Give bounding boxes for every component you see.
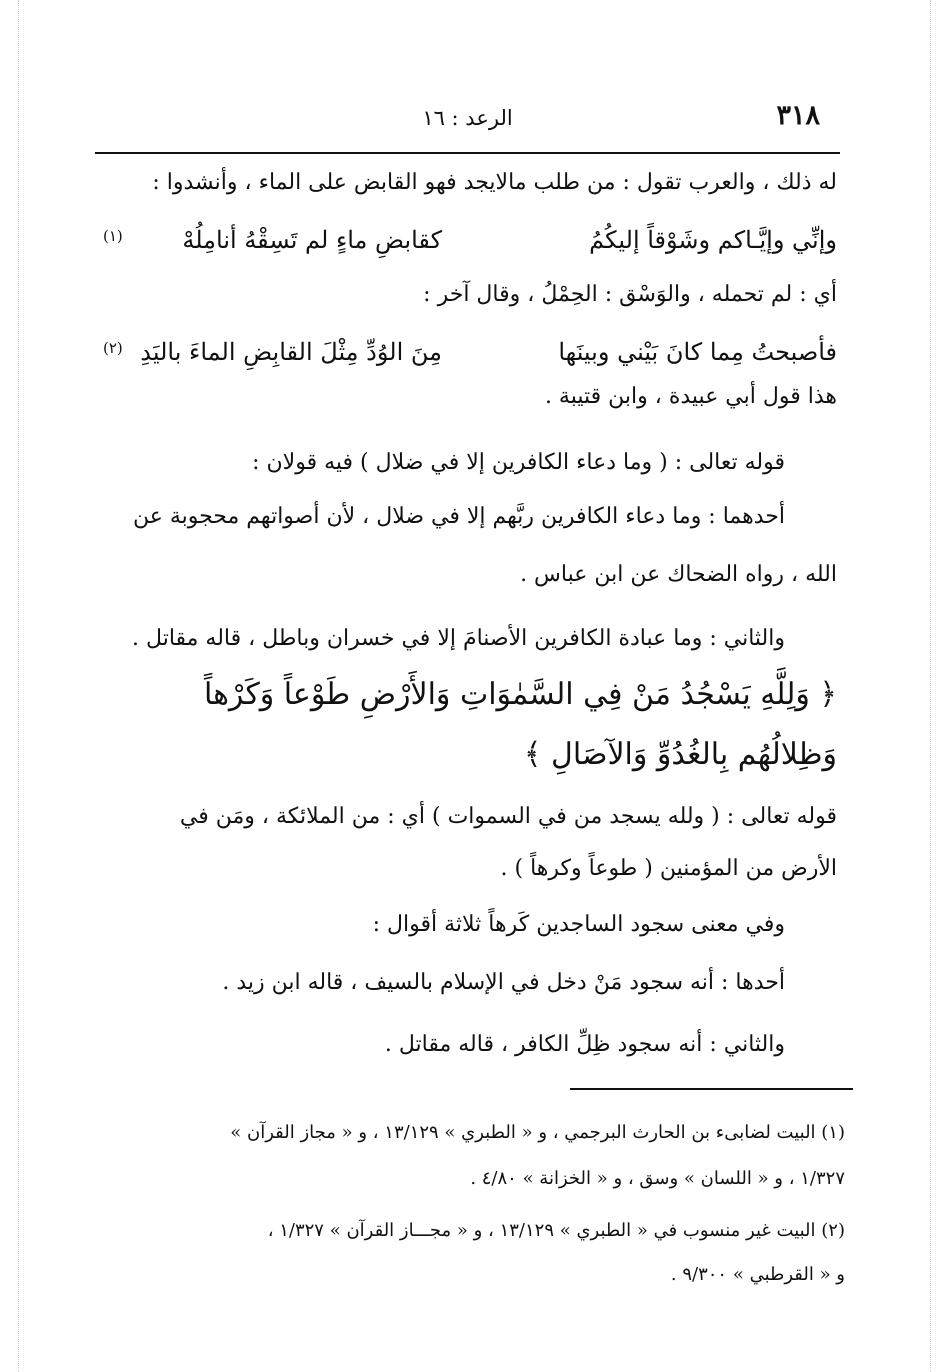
body-line-11: أحدها : أنه سجود مَنْ دخل في الإسلام بالسيف ، قاله ابن زيد . <box>222 970 785 995</box>
scan-guide-left <box>18 0 19 1372</box>
page-number: ٣١٨ <box>776 100 820 131</box>
scan-guide-right <box>930 0 931 1372</box>
footnote-1-line-1: (١) البيت لضابىء بن الحارث البرجمي ، و « الطبري » ١٣/١٢٩ ، و « مجاز القرآن » <box>230 1122 845 1143</box>
footnote-2-line-2: و « القرطبي » ٩/٣٠٠ . <box>670 1264 845 1285</box>
body-line-8: قوله تعالى : ( ولله يسجد من في السموات ) أي : من الملائكة ، ومَن في <box>179 804 837 829</box>
page-header <box>95 100 840 154</box>
footnote-marker-1: (١) <box>103 227 123 245</box>
footnote-2-line-1: (٢) البيت غير منسوب في « الطبري » ١٣/١٢٩ ، و « مجـــاز القرآن » ١/٣٢٧ ، <box>267 1220 845 1241</box>
verse-1-first-hemistich: وإنِّي وإيَّـاكم وشَوْقاً إليكُمُ <box>589 226 837 254</box>
body-line-5: أحدهما : وما دعاء الكافرين ربَّهم إلا في ضلال ، لأن أصواتهم محجوبة عن <box>132 504 785 529</box>
footnote-separator <box>570 1088 853 1090</box>
verse-2-second-hemistich: مِنَ الوُدِّ مِثْلَ القابِضِ الماءَ باليَدِ <box>140 338 442 366</box>
quran-verse-line-1: ﴿ وَلِلَّهِ يَسْجُدُ مَنْ فِي السَّمٰوَاتِ وَالأَرْضِ طَوْعاً وَكَرْهاً <box>203 677 837 712</box>
quran-verse-line-2: وَظِلالُهُم بِالغُدُوِّ وَالآصَالِ ﴾ <box>523 737 837 772</box>
body-line-2: أي : لم تحمله ، والوَسْق : الحِمْلُ ، وقال آخر : <box>423 282 837 307</box>
body-line-10: وفي معنى سجود الساجدين كَرهاً ثلاثة أقوال : <box>372 912 785 937</box>
footnote-1-line-2: ١/٣٢٧ ، و « اللسان » وسق ، و « الخزانة » ٤/٨٠ . <box>470 1168 845 1189</box>
body-line-12: والثاني : أنه سجود ظِلِّ الكافر ، قاله مقاتل . <box>384 1032 785 1057</box>
running-head: الرعد : ١٦ <box>422 106 513 130</box>
verse-2-first-hemistich: فأصبحتُ مِما كانَ بَيْني وبينَها <box>558 338 837 366</box>
body-line-4: قوله تعالى : ( وما دعاء الكافرين إلا في ضلال ) فيه قولان : <box>252 450 785 475</box>
body-line-1: له ذلك ، والعرب تقول : من طلب مالايجد فهو القابض على الماء ، وأنشدوا : <box>152 170 837 195</box>
body-line-3: هذا قول أبي عبيدة ، وابن قتيبة . <box>544 384 837 409</box>
body-line-9: الأرض من المؤمنين ( طوعاً وكرهاً ) . <box>500 856 837 881</box>
body-line-7: والثاني : وما عبادة الكافرين الأصنامَ إلا في خسران وباطل ، قاله مقاتل . <box>132 626 785 651</box>
footnote-marker-2: (٢) <box>103 339 123 357</box>
body-line-6: الله ، رواه الضحاك عن ابن عباس . <box>520 562 837 587</box>
verse-1-second-hemistich: كقابضِ ماءٍ لم تَسِقْهُ أنامِلُهْ <box>182 226 442 254</box>
